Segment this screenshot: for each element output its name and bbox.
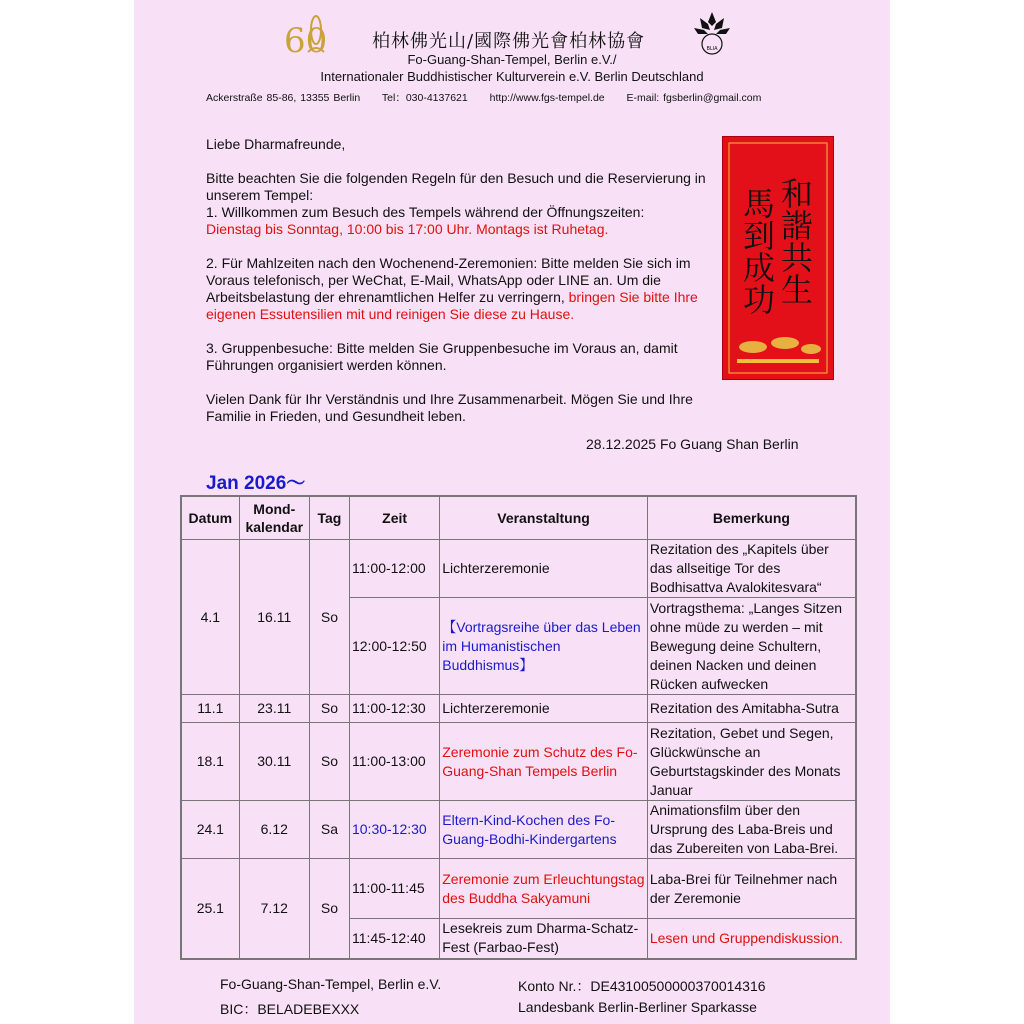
rule-1-opening-hours: Dienstag bis Sonntag, 10:00 bis 17:00 Uhr. Montags ist Ruhetag. xyxy=(206,221,609,237)
cell-tag: So xyxy=(309,723,349,801)
signature-date: 28.12.2025 Fo Guang Shan Berlin xyxy=(586,436,799,452)
cell-mondkalendar: 6.12 xyxy=(239,801,309,859)
footer-org: Fo-Guang-Shan-Tempel, Berlin e.V. xyxy=(220,976,442,992)
email-link[interactable]: E-mail: fgsberlin@gmail.com xyxy=(626,92,762,104)
table-row xyxy=(181,540,856,598)
cell-zeit: 11:45-12:40 xyxy=(349,919,439,959)
cell-bemerkung: Animationsfilm über den Ursprung des Laba-Breis und das Zubereiten von Laba-Brei. xyxy=(647,801,856,859)
table-row xyxy=(181,695,856,723)
cell-zeit: 11:00-11:45 xyxy=(349,859,439,919)
rule-2: 2. Für Mahlzeiten nach den Wochenend-Zeremonien: Bitte melden Sie sich im Voraus telefonisch, per WeChat, E-Mail, WhatsApp oder LINE an. Um die Arbeitsbelastung der ehrenamtlichen Helfer zu verringern, bringen Sie bitte Ihre eigenen Essutensilien mit und reinigen Sie diese zu Hause. xyxy=(206,255,698,322)
calligraphy-column-2: 馬到成功 xyxy=(738,187,776,315)
cell-zeit: 11:00-12:00 xyxy=(349,540,439,598)
address: Ackerstraße 85-86, 13355 Berlin xyxy=(206,92,361,104)
rule-1: 1. Willkommen zum Besuch des Tempels während der Öffnungszeiten: xyxy=(206,204,645,220)
cell-veranstaltung: Zeremonie zum Schutz des Fo-Guang-Shan Tempels Berlin xyxy=(440,723,648,801)
thanks-text: Vielen Dank für Ihr Verständnis und Ihre Zusammenarbeit. Mögen Sie und Ihre Familie in Frieden, und Gesundheit leben. xyxy=(206,391,693,424)
cell-mondkalendar: 7.12 xyxy=(239,859,309,959)
cell-zeit: 12:00-12:50 xyxy=(349,598,439,695)
col-header-zeit: Zeit xyxy=(349,496,439,540)
cell-bemerkung: Rezitation des Amitabha-Sutra xyxy=(647,695,856,723)
cell-bemerkung: Rezitation des „Kapitels über das allseitige Tor des Bodhisattva Avalokitesvara“ xyxy=(647,540,856,598)
table-row xyxy=(181,801,856,859)
col-header-veranstaltung: Veranstaltung xyxy=(440,496,648,540)
cell-datum: 24.1 xyxy=(181,801,239,859)
cell-mondkalendar: 23.11 xyxy=(239,695,309,723)
letter-body xyxy=(206,136,706,425)
cell-bemerkung: Lesen und Gruppendiskussion. xyxy=(647,919,856,959)
website-link[interactable]: http://www.fgs-tempel.de xyxy=(489,92,605,104)
table-header-row xyxy=(181,496,856,540)
cell-bemerkung: Rezitation, Gebet und Segen, Glückwünsche an Geburtstagskinder des Monats Januar xyxy=(647,723,856,801)
cell-datum: 25.1 xyxy=(181,859,239,959)
cell-datum: 11.1 xyxy=(181,695,239,723)
calligraphy-poster xyxy=(722,136,834,380)
event-schedule-table xyxy=(180,495,857,960)
table-row xyxy=(181,723,856,801)
cell-zeit: 11:00-12:30 xyxy=(349,695,439,723)
footer-bank: Landesbank Berlin-Berliner Sparkasse xyxy=(518,999,757,1015)
intro-text: Bitte beachten Sie die folgenden Regeln für den Besuch und die Reservierung in unserem Tempel: xyxy=(206,170,706,203)
footer-account-number: Konto Nr.：DE43100500000370014316 xyxy=(518,978,766,994)
table-row xyxy=(181,859,856,919)
cell-veranstaltung: Lichterzeremonie xyxy=(440,695,648,723)
cell-bemerkung: Laba-Brei für Teilnehmer nach der Zeremonie xyxy=(647,859,856,919)
calligraphy-column-1: 和諧共生 xyxy=(776,177,814,305)
svg-text:BLIA: BLIA xyxy=(706,46,718,52)
cell-datum: 18.1 xyxy=(181,723,239,801)
cell-zeit: 11:00-13:00 xyxy=(349,723,439,801)
horses-illustration xyxy=(739,337,821,354)
col-header-tag: Tag xyxy=(309,496,349,540)
cell-datum: 4.1 xyxy=(181,540,239,695)
header-org-full-name: Internationaler Buddhistischer Kulturverein e.V. Berlin Deutschland xyxy=(320,69,704,84)
cell-mondkalendar: 30.11 xyxy=(239,723,309,801)
cell-zeit: 10:30-12:30 xyxy=(349,801,439,859)
cell-tag: Sa xyxy=(309,801,349,859)
col-header-datum: Datum xyxy=(181,496,239,540)
header-contact-line xyxy=(206,90,779,105)
svg-text:60: 60 xyxy=(284,21,328,60)
rule-3: 3. Gruppenbesuche: Bitte melden Sie Gruppenbesuche im Voraus an, damit Führungen organisiert werden können. xyxy=(206,340,678,373)
cell-bemerkung: Vortragsthema: „Langes Sitzen ohne müde zu werden – mit Bewegung deine Schultern, deinen Nacken und deinen Rücken aufwecken xyxy=(647,598,856,695)
col-header-bemerkung: Bemerkung xyxy=(647,496,856,540)
footer-bic: BIC：BELADEBEXXX xyxy=(220,1001,360,1017)
cell-tag: So xyxy=(309,859,349,959)
cell-veranstaltung: Zeremonie zum Erleuchtungstag des Buddha Sakyamuni xyxy=(440,859,648,919)
month-heading: Jan 2026～ xyxy=(206,473,306,494)
cell-veranstaltung: 【Vortragsreihe über das Leben im Humanistischen Buddhismus】 xyxy=(440,598,648,695)
rule-2-highlight: bringen Sie bitte Ihre eigenen Essutensilien mit und reinigen Sie diese zu Hause. xyxy=(206,289,698,322)
cell-tag: So xyxy=(309,540,349,695)
cell-veranstaltung: Lesekreis zum Dharma-Schatz-Fest (Farbao-Fest) xyxy=(440,919,648,959)
header-org-name: Fo-Guang-Shan-Tempel, Berlin e.V./ xyxy=(407,52,617,67)
cell-veranstaltung: Lichterzeremonie xyxy=(440,540,648,598)
telephone: Tel：030-4137621 xyxy=(381,92,468,104)
cell-tag: So xyxy=(309,695,349,723)
header-title-cn: 柏林佛光山/國際佛光會柏林協會 xyxy=(372,31,646,52)
cell-mondkalendar: 16.11 xyxy=(239,540,309,695)
blia-logo xyxy=(690,8,734,56)
greeting: Liebe Dharmafreunde, xyxy=(206,136,346,152)
col-header-mondkalendar: Mond-kalendar xyxy=(239,496,309,540)
cell-veranstaltung: Eltern-Kind-Kochen des Fo-Guang-Bodhi-Kindergartens xyxy=(440,801,648,859)
